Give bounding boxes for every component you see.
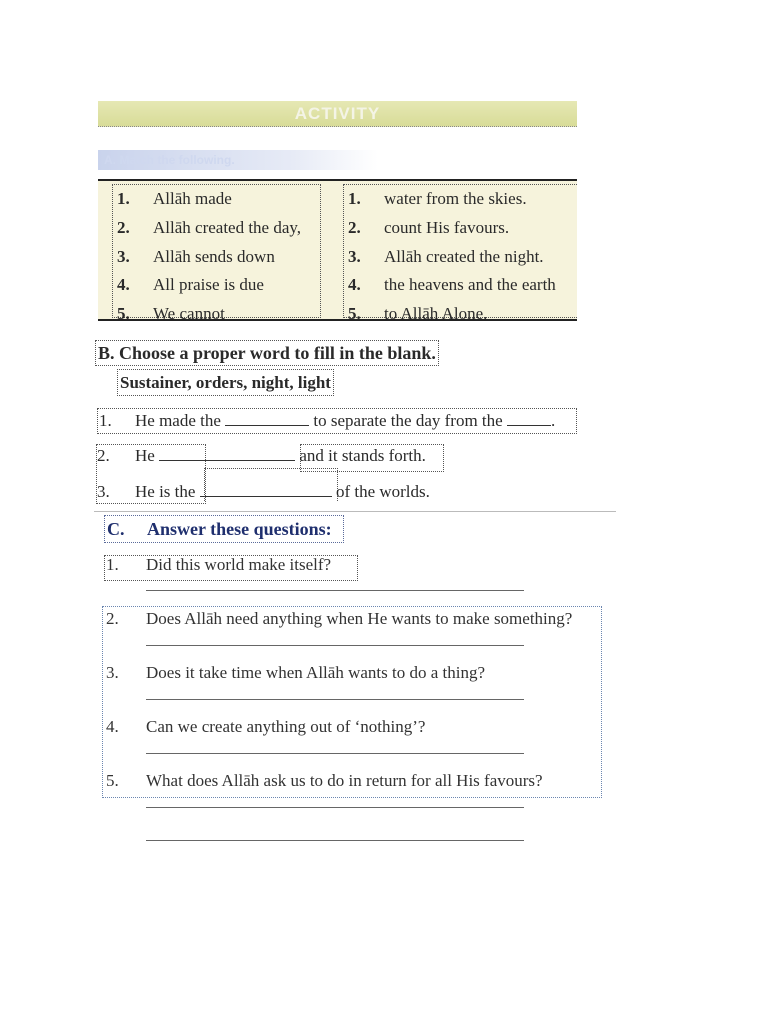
matching-right-item: 5. to Allāh Alone. [348,304,488,324]
matching-right-item: 4. the heavens and the earth [348,275,556,295]
question-number: 3. [106,663,119,682]
question-number: 2. [97,446,110,465]
question-text: Does Allāh need anything when He wants to make something? [146,609,573,628]
answer-blank[interactable] [200,482,332,497]
question-text: He is the [135,482,196,501]
question-text: and it stands forth. [299,446,426,465]
question-number: 3. [97,482,110,501]
word-bank: Sustainer, orders, night, light [117,369,334,396]
answer-line-3[interactable] [146,699,524,700]
question-text: Does it take time when Allāh wants to do a thing? [146,663,485,682]
section-a-heading: A. Match the following. [98,150,378,170]
question-text: to separate the day from the [313,411,503,430]
answer-line-5a[interactable] [146,807,524,808]
section-c-heading: Answer these questions: [147,519,332,539]
answer-blank[interactable] [159,446,295,461]
question-2 [106,609,572,629]
question-text: He [135,446,155,465]
question-number: 5. [106,771,119,790]
answer-blank[interactable] [507,411,551,426]
section-c-label: C. [107,519,125,539]
matching-left-item: 4. All praise is due [117,275,264,295]
question-number: 1. [99,411,112,430]
fill-blank-question-3 [97,480,430,504]
question-4 [106,717,425,737]
question-text: Did this world make itself? [146,555,332,574]
activity-banner-label: ACTIVITY [294,104,381,123]
questions-2-5-box [102,606,602,798]
matching-table [98,179,577,324]
activity-banner [98,101,577,127]
question-text: of the worlds. [335,482,430,501]
matching-left-item: 3. Allāh sends down [117,246,275,266]
matching-right-column [343,184,577,324]
matching-left-item: 1. Allāh made [117,189,232,208]
matching-right-item: 3. Allāh created the night. [348,246,544,266]
matching-right-item: 1. water from the skies. [348,189,527,208]
question-number: 1. [106,555,119,574]
answer-line-4[interactable] [146,753,524,754]
matching-left-item: 5. We cannot [117,304,225,324]
question-5 [106,771,543,791]
page-divider [94,511,616,512]
answer-blank[interactable] [225,411,309,426]
answer-line-1[interactable] [146,590,524,591]
question-text: Can we create anything out of ‘nothing’? [146,717,426,736]
question-number: 2. [106,609,119,628]
question-text: What does Allāh ask us to do in return for all His favours? [146,771,543,790]
section-b-title: B. Choose a proper word to fill in the blank. [95,340,439,366]
answer-line-5b[interactable] [146,840,524,841]
fill-blank-question-2 [97,444,426,468]
question-text: He made the [135,411,221,430]
section-c-title [104,515,344,543]
question-1 [106,555,331,575]
answer-line-2[interactable] [146,645,524,646]
matching-left-item: 2. Allāh created the day, [117,217,302,237]
matching-right-item: 2. count His favours. [348,217,510,237]
fill-blank-question-1: 1. He made the to separate the day from the . [97,408,577,434]
question-3 [106,663,485,683]
matching-left-column [112,184,321,324]
question-number: 4. [106,717,119,736]
